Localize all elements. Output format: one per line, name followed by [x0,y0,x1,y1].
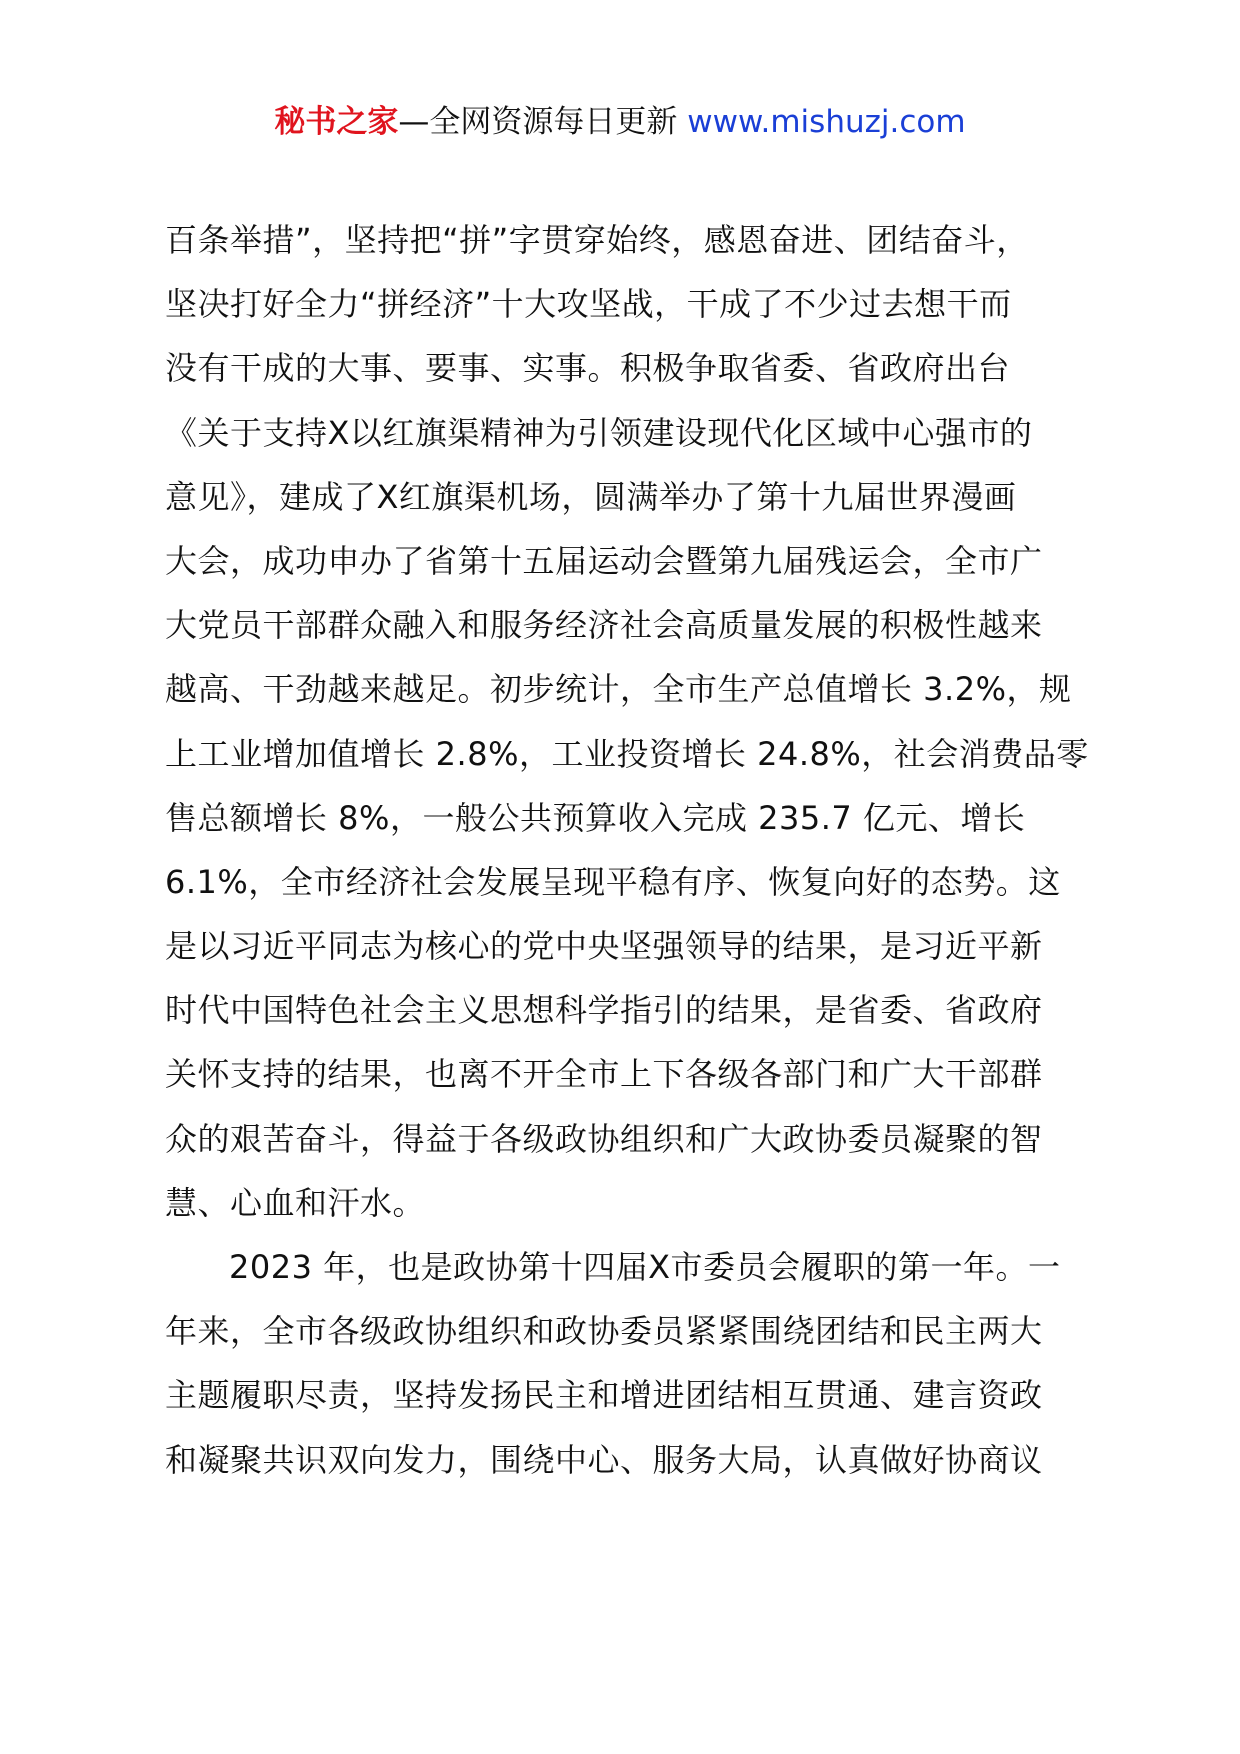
text-line: 关怀支持的结果，也离不开全市上下各级各部门和广大干部群 [165,1055,1043,1094]
text-line: 2023 年，也是政协第十四届X市委员会履职的第一年。一 [229,1248,1061,1286]
text-line: 和凝聚共识双向发力，围绕中心、服务大局，认真做好协商议 [165,1440,1043,1479]
document-body [165,208,1089,1492]
paragraph-1 [165,208,1089,1235]
text-line: 大会，成功申办了省第十五届运动会暨第九届残运会，全市广 [165,541,1043,580]
text-line: 意见》，建成了X红旗渠机场，圆满举办了第十九届世界漫画 [165,477,1017,516]
text-line: 是以习近平同志为核心的党中央坚强领导的结果，是习近平新 [165,927,1043,966]
text-line: 售总额增长 8%，一般公共预算收入完成 235.7 亿元、增长 [165,798,1026,837]
text-line: 越高、干劲越来越足。初步统计，全市生产总值增长 3.2%，规 [165,670,1072,709]
site-brand: 秘书之家 [274,104,399,140]
paragraph-2 [165,1235,1085,1492]
text-line: 慧、心血和汗水。 [165,1183,426,1222]
text-line: 大党员干部群众融入和服务经济社会高质量发展的积极性越来 [165,606,1043,645]
text-line: 年来，全市各级政协组织和政协委员紧紧围绕团结和民主两大 [165,1312,1043,1351]
text-line: 百条举措”，坚持把“拼”字贯穿始终，感恩奋进、团结奋斗， [165,221,1029,259]
text-line: 时代中国特色社会主义思想科学指引的结果，是省委、省政府 [165,991,1043,1030]
text-line: 6.1%，全市经济社会发展呈现平稳有序、恢复向好的态势。这 [165,862,1061,901]
site-url-link[interactable]: www.mishuzj.com [687,104,966,140]
text-line: 众的艰苦奋斗，得益于各级政协组织和广大政协委员凝聚的智 [165,1119,1043,1158]
site-slogan: —全网资源每日更新 [398,104,678,140]
text-line: 《关于支持X以红旗渠精神为引领建设现代化区域中心强市的 [165,413,1033,452]
text-line: 没有干成的大事、要事、实事。积极争取省委、省政府出台 [165,349,1011,388]
text-line: 上工业增加值增长 2.8%，工业投资增长 24.8%，社会消费品零 [165,734,1089,773]
text-line: 坚决打好全力“拼经济”十大攻坚战，干成了不少过去想干而 [165,285,1012,324]
site-header [0,100,1240,144]
text-line: 主题履职尽责，坚持发扬民主和增进团结相互贯通、建言资政 [165,1376,1043,1415]
